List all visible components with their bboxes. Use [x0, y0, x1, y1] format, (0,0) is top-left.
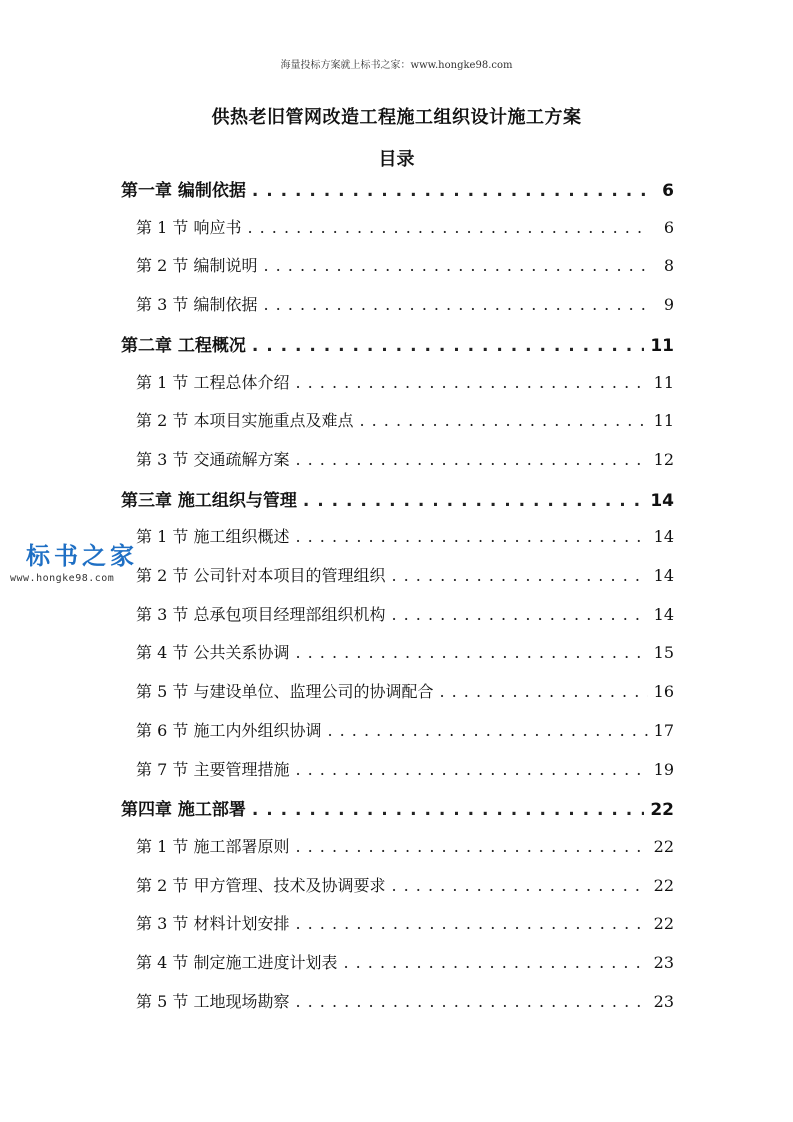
toc-page-number: 14 [653, 566, 674, 585]
toc-entry-label: 第 4 节 制定施工进度计划表 [136, 953, 338, 972]
toc-entry-label: 第 5 节 工地现场勘察 [136, 991, 290, 1011]
toc-entry-label: 第一章 编制依据 [121, 181, 246, 201]
toc-section-entry[interactable] [136, 253, 674, 283]
toc-page-number: 16 [653, 682, 674, 702]
toc-entry-label: 第 4 节 公共关系协调 [136, 643, 290, 663]
toc-leader-dots [295, 450, 647, 469]
toc-page-number: 15 [653, 643, 674, 663]
toc-chapter-entry[interactable] [121, 486, 674, 516]
toc-entry-label: 第 3 节 材料计划安排 [136, 914, 290, 934]
toc-entry-label: 第 3 节 总承包项目经理部组织机构 [136, 604, 386, 624]
toc-page-number: 11 [653, 372, 674, 392]
toc-page-number: 6 [662, 181, 674, 201]
toc-leader-dots [303, 491, 644, 511]
toc-leader-dots [263, 256, 650, 275]
toc-leader-dots [439, 682, 647, 701]
toc-leader-dots [263, 295, 650, 314]
toc-leader-dots [343, 953, 647, 972]
toc-entry-label: 第四章 施工部署 [121, 800, 246, 821]
document-title: 供热老旧管网改造工程施工组织设计施工方案 [211, 107, 582, 128]
toc-leader-dots [295, 373, 647, 392]
toc-section-entry[interactable] [136, 757, 674, 787]
toc-entry-label: 第 7 节 主要管理措施 [136, 759, 290, 779]
toc-section-entry[interactable] [136, 679, 674, 709]
toc-section-entry[interactable] [136, 911, 674, 941]
toc-section-entry[interactable] [136, 640, 674, 670]
toc-leader-dots [252, 336, 644, 356]
toc-page-number: 11 [653, 411, 674, 431]
toc-section-entry[interactable] [136, 408, 674, 438]
watermark-logo [10, 536, 150, 584]
toc-section-entry[interactable] [136, 602, 674, 632]
toc-leader-dots [295, 643, 647, 662]
toc-page-number: 9 [663, 295, 674, 315]
toc-entry-label: 第 3 节 编制依据 [136, 295, 258, 315]
toc-section-entry[interactable] [136, 524, 674, 554]
toc-entry-label: 第 2 节 甲方管理、技术及协调要求 [136, 875, 386, 895]
toc-section-entry[interactable] [136, 873, 674, 903]
toc-entry-label: 第 2 节 本项目实施重点及难点 [136, 411, 354, 431]
toc-section-entry[interactable] [136, 834, 674, 864]
toc-page-number: 22 [653, 875, 674, 895]
toc-entry-label: 第 1 节 施工组织概述 [136, 527, 290, 547]
toc-leader-dots [295, 837, 647, 856]
toc-entry-label: 第 5 节 与建设单位、监理公司的协调配合 [136, 682, 434, 702]
toc-leader-dots [295, 992, 647, 1011]
toc-page-number: 6 [663, 217, 674, 237]
toc-entry-label: 第二章 工程概况 [121, 335, 246, 356]
toc-section-entry[interactable] [136, 563, 674, 593]
toc-page-number: 12 [653, 449, 674, 469]
toc-entry-label: 第 1 节 响应书 [136, 217, 242, 237]
toc-page-number: 8 [663, 256, 674, 276]
toc-leader-dots [391, 566, 647, 585]
toc-entry-label: 第 1 节 工程总体介绍 [136, 372, 290, 392]
toc-section-entry[interactable] [136, 950, 674, 980]
toc-page-number: 22 [653, 836, 674, 856]
toc-leader-dots [391, 876, 647, 895]
toc-leader-dots [295, 760, 647, 779]
toc-entry-label: 第 2 节 编制说明 [136, 256, 258, 276]
toc-section-entry[interactable] [136, 989, 674, 1019]
toc-section-entry[interactable] [136, 447, 674, 477]
toc-entry-label: 第 1 节 施工部署原则 [136, 836, 290, 856]
toc-chapter-entry[interactable] [121, 176, 674, 206]
toc-page-number: 22 [653, 914, 674, 934]
toc-page-number: 14 [650, 490, 674, 511]
watermark-url: www.hongke98.com [10, 573, 115, 584]
toc-page-number: 23 [653, 953, 674, 972]
toc-leader-dots [327, 721, 647, 740]
toc-page-number: 17 [653, 720, 674, 740]
toc-page-number: 14 [653, 527, 674, 547]
toc-chapter-entry[interactable] [121, 331, 674, 361]
toc-leader-dots [252, 800, 644, 820]
toc-page-number: 23 [653, 991, 674, 1011]
toc-leader-dots [391, 605, 647, 624]
toc-heading: 目录 [378, 149, 415, 170]
toc-entry-label: 第 6 节 施工内外组织协调 [136, 720, 322, 740]
toc-leader-dots [295, 914, 647, 933]
toc-section-entry[interactable] [136, 718, 674, 748]
toc-section-entry[interactable] [136, 370, 674, 400]
toc-page-number: 11 [650, 335, 674, 356]
header-note: 海量投标方案就上标书之家：www.hongke98.com [280, 60, 513, 71]
watermark-title: 标书之家 [26, 542, 138, 570]
toc-entry-label: 第三章 施工组织与管理 [121, 490, 297, 511]
toc-leader-dots [247, 218, 650, 237]
toc-page-number: 14 [653, 604, 674, 624]
toc-leader-dots [252, 181, 650, 201]
toc-entry-label: 第 2 节 公司针对本项目的管理组织 [136, 566, 386, 585]
toc-chapter-entry[interactable] [121, 795, 674, 825]
toc-page-number: 19 [653, 759, 674, 779]
toc-entry-label: 第 3 节 交通疏解方案 [136, 449, 290, 469]
toc-page-number: 22 [650, 800, 674, 821]
toc-section-entry[interactable] [136, 292, 674, 322]
toc-leader-dots [295, 527, 647, 546]
toc-section-entry[interactable] [136, 215, 674, 245]
toc-leader-dots [359, 411, 647, 430]
